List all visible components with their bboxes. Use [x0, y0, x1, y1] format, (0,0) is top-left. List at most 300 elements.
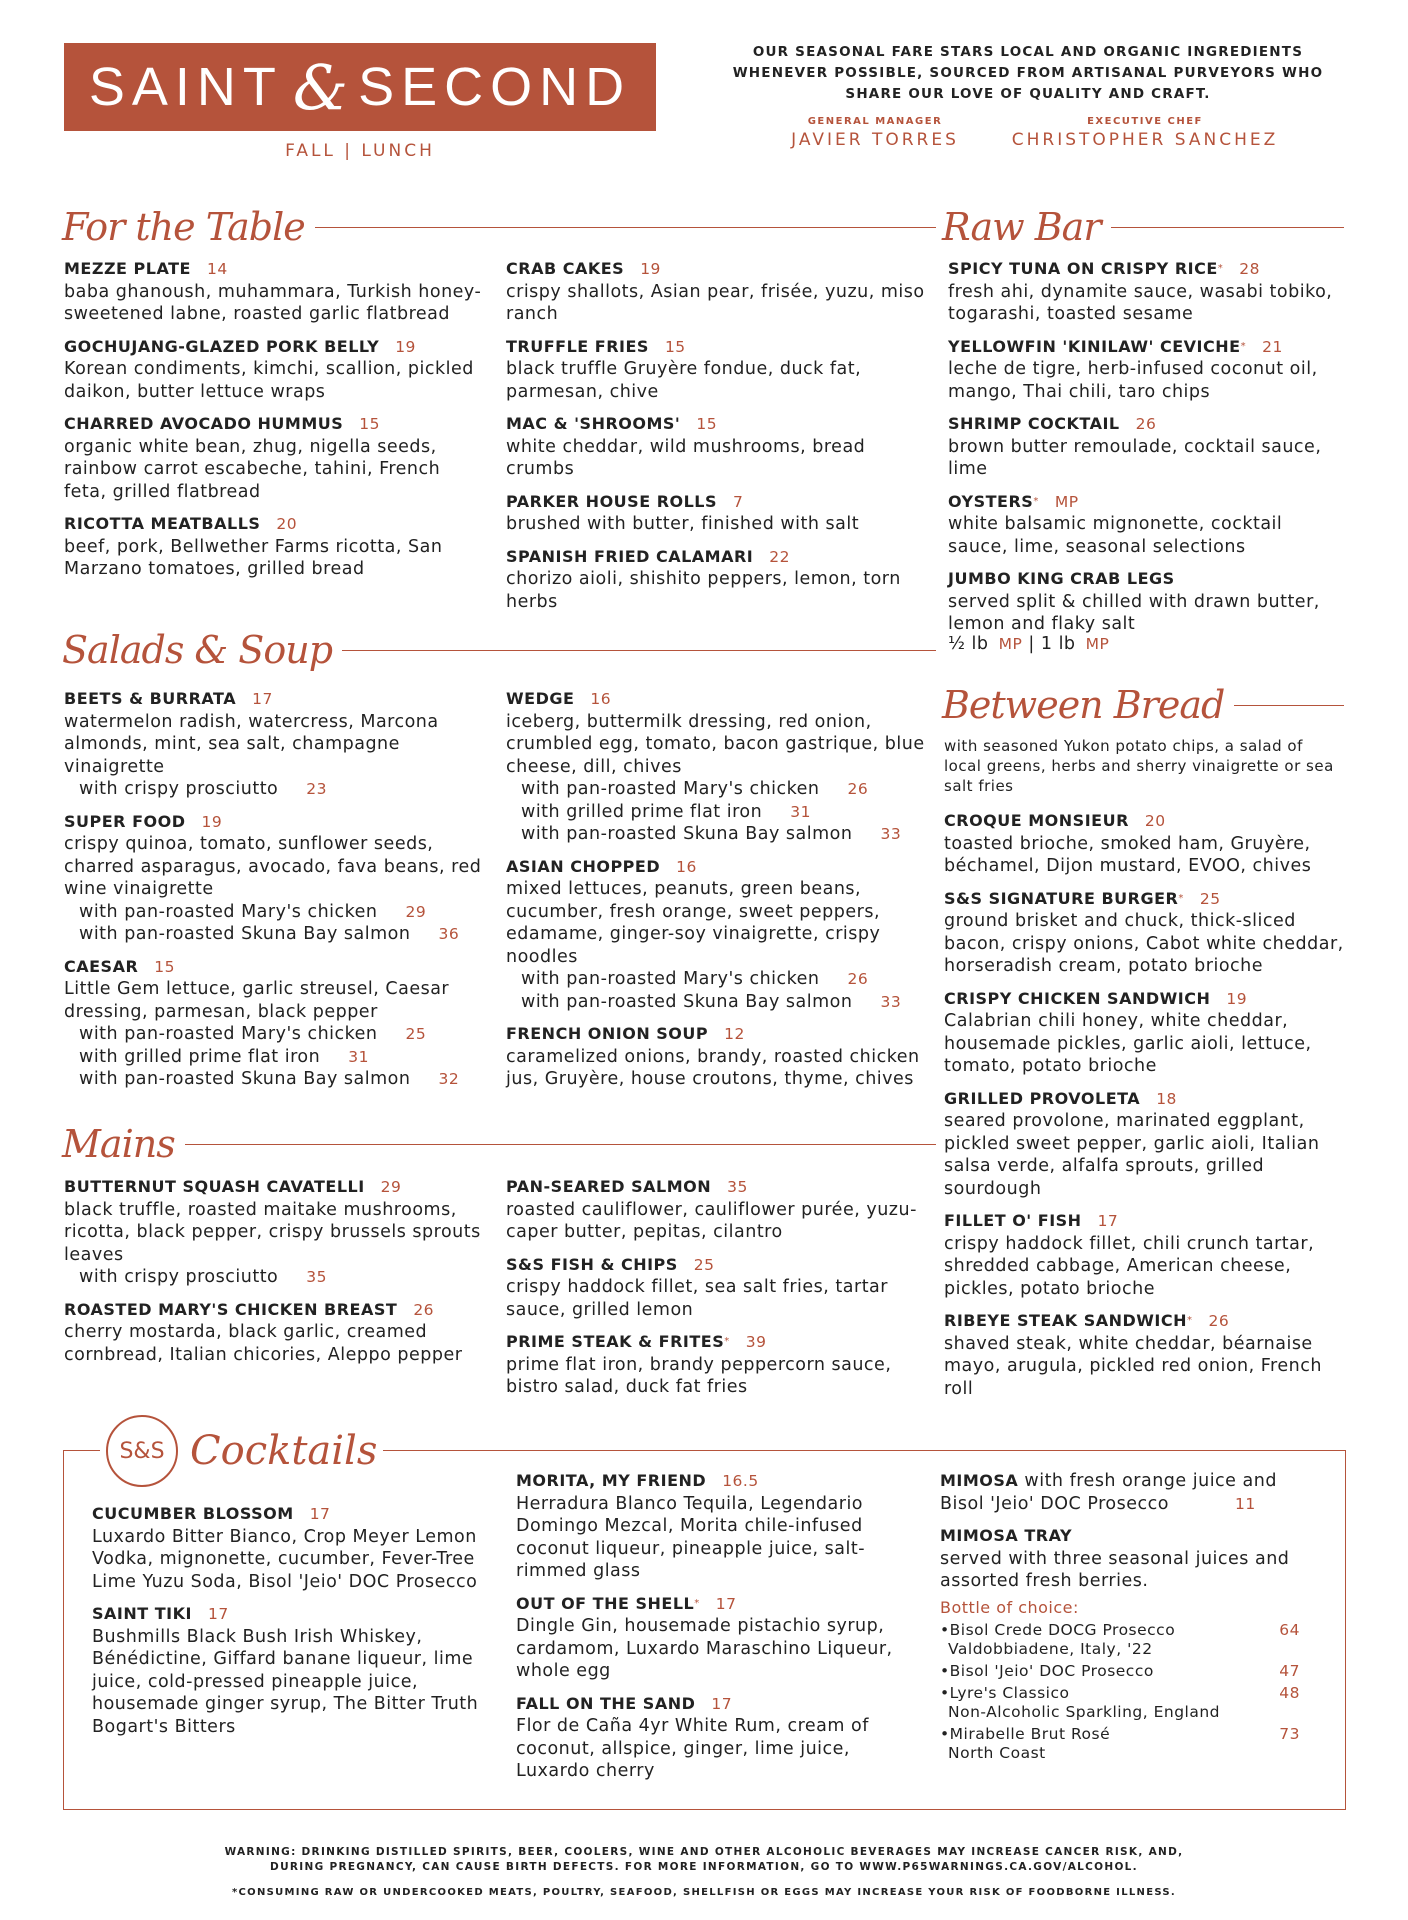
crab-one-price: MP — [1085, 635, 1110, 653]
item-description: cherry mostarda, black garlic, creamed cornbread, Italian chicories, Aleppo pepper — [64, 1322, 463, 1365]
warning-line-2: DURING PREGNANCY, CAN CAUSE BIRTH DEFECTS. FOR MORE INFORMATION, GO TO WWW.P65WARNINGS.CA.GOV/ALCOHOL. — [270, 1861, 1138, 1873]
item-price: 26 — [1208, 1312, 1230, 1330]
addon-text: with pan-roasted Skuna Bay salmon — [521, 824, 853, 844]
item-addon — [64, 1266, 484, 1289]
item-description: toasted brioche, smoked ham, Gruyère, béchamel, Dijon mustard, EVOO, chives — [944, 833, 1312, 876]
item-price: 17 — [711, 1694, 733, 1713]
item-name: GRILLED PROVOLETA — [944, 1088, 1141, 1108]
item-addon — [64, 1046, 484, 1069]
item-addon — [64, 923, 484, 946]
item-description: shaved steak, white cheddar, béarnaise mayo, arugula, pickled red onion, French roll — [944, 1333, 1322, 1399]
item-heading — [948, 413, 1348, 436]
item-description: with fresh orange juice and Bisol 'Jeio' DOC Prosecco — [940, 1471, 1277, 1514]
menu-item — [64, 258, 484, 326]
bottle-price: 48 — [1279, 1684, 1300, 1702]
item-description: Herradura Blanco Tequila, Legendario Domingo Mezcal, Morita chile-infused coconut liqueur, pineapple juice, salt-rimmed glass — [516, 1493, 866, 1581]
mains-left-column — [64, 1176, 484, 1376]
item-description: watermelon radish, watercress, Marcona almonds, mint, sea salt, champagne vinaigrette — [64, 711, 439, 777]
menu-item — [64, 811, 484, 946]
cocktails-left-column — [92, 1503, 497, 1748]
section-title: For the Table — [62, 205, 305, 249]
item-description: caramelized onions, brandy, roasted chicken jus, Gruyère, house croutons, thyme, chives — [506, 1046, 920, 1089]
item-price: 19 — [201, 812, 223, 831]
item-description: served with three seasonal juices and assorted fresh berries. — [940, 1548, 1290, 1591]
item-heading — [64, 1176, 484, 1199]
item-heading — [944, 1210, 1344, 1233]
item-description: baba ghanoush, muhammara, Turkish honey-sweetened labne, roasted garlic flatbread — [64, 281, 482, 324]
item-heading — [92, 1603, 497, 1626]
addon-price: 26 — [847, 780, 869, 798]
item-name: PAN-SEARED SALMON — [506, 1177, 712, 1196]
item-name: MIMOSA — [940, 1471, 1019, 1490]
menu-item — [516, 1593, 916, 1683]
item-name: CUCUMBER BLOSSOM — [92, 1504, 294, 1523]
item-heading — [506, 856, 926, 879]
item-name: RICOTTA MEATBALLS — [64, 514, 261, 533]
addon-text: with crispy prosciutto — [79, 1267, 279, 1287]
item-price: 28 — [1239, 260, 1261, 278]
item-heading — [64, 258, 484, 281]
crab-one-size: 1 lb — [1040, 634, 1076, 654]
menu-item — [92, 1603, 497, 1738]
raw-food-warning: *CONSUMING RAW OR UNDERCOOKED MEATS, POULTRY, SEAFOOD, SHELLFISH OR EGGS MAY INCREASE YOUR RISK OF FOODBORNE ILLNESS. — [232, 1887, 1176, 1898]
item-name: MIMOSA TRAY — [940, 1526, 1073, 1545]
item-price: 7 — [733, 492, 744, 511]
menu-item — [506, 1254, 926, 1322]
item-description: white balsamic mignonette, cocktail sauce, lime, seasonal selections — [948, 514, 1283, 557]
section-rule — [1111, 227, 1345, 228]
item-price: 15 — [154, 957, 176, 976]
menu-item — [506, 413, 926, 481]
menu-item — [948, 258, 1348, 326]
item-description: white cheddar, wild mushrooms, bread crumbs — [506, 436, 866, 479]
item-name: OUT OF THE SHELL — [516, 1593, 695, 1613]
item-description: black truffle, roasted maitake mushrooms, ricotta, black pepper, crispy brussels sprouts leaves — [64, 1199, 481, 1265]
salads-right-column — [506, 688, 926, 1101]
item-addon — [506, 991, 926, 1014]
section-rule — [342, 650, 936, 651]
item-description: crispy haddock fillet, chili crunch tartar, shredded cabbage, American cheese, pickles, potato brioche — [944, 1233, 1315, 1299]
section-between-bread — [942, 683, 1344, 727]
item-description: Luxardo Bitter Bianco, Crop Meyer Lemon Vodka, mignonette, cucumber, Fever-Tree Lime Yuzu Soda, Bisol 'Jeio' DOC Prosecco — [92, 1526, 478, 1592]
addon-price: 29 — [405, 902, 427, 921]
item-heading — [92, 1503, 497, 1526]
bottle-origin: Valdobbiadene, Italy, '22 — [948, 1640, 1153, 1658]
item-price: 25 — [693, 1255, 715, 1274]
bottle-name-block — [940, 1684, 1220, 1722]
bottle-name: •Mirabelle Brut Rosé — [940, 1725, 1111, 1743]
item-description: organic white bean, zhug, nigella seeds, rainbow carrot escabeche, tahini, French feta, grilled flatbread — [64, 436, 441, 502]
item-heading — [64, 413, 484, 436]
addon-price: 31 — [348, 1047, 369, 1066]
addon-text: with pan-roasted Skuna Bay salmon — [79, 924, 411, 944]
addon-text: with grilled prime flat iron — [79, 1046, 321, 1067]
item-name: MORITA, MY FRIEND — [516, 1471, 707, 1490]
item-price: 29 — [380, 1178, 402, 1196]
addon-price: 26 — [847, 970, 869, 988]
addon-price: 35 — [306, 1268, 327, 1286]
item-name: SPICY TUNA ON CRISPY RICE — [948, 259, 1218, 278]
item-description: iceberg, buttermilk dressing, red onion, crumbled egg, tomato, bacon gastrique, blue cheese, dill, chives — [506, 711, 925, 777]
menu-item — [64, 1176, 484, 1289]
menu-item — [948, 336, 1348, 404]
item-addon — [506, 823, 926, 846]
executive-chef — [990, 116, 1300, 150]
menu-item — [516, 1470, 916, 1583]
item-name: SHRIMP COCKTAIL — [948, 414, 1120, 433]
item-name: PARKER HOUSE ROLLS — [506, 491, 718, 511]
item-price: 16.5 — [722, 1472, 759, 1490]
menu-item — [506, 856, 926, 1014]
menu-item — [516, 1693, 916, 1783]
section-mains — [62, 1122, 936, 1166]
general-manager — [760, 116, 990, 150]
menu-item — [506, 688, 926, 846]
alcohol-warning — [0, 1845, 1408, 1875]
item-price: 15 — [696, 415, 718, 433]
item-price: 15 — [359, 415, 380, 433]
crab-sizes — [948, 633, 1348, 656]
menu-item — [506, 258, 926, 326]
item-price: 15 — [664, 337, 686, 356]
addon-text: with pan-roasted Mary's chicken — [79, 901, 378, 922]
raw-food-asterisk: * — [1240, 340, 1247, 352]
chef-name: CHRISTOPHER SANCHEZ — [1011, 130, 1279, 150]
item-addon — [506, 968, 926, 991]
item-addon — [64, 901, 484, 924]
item-name: CROQUE MONSIEUR — [944, 811, 1129, 830]
menu-item — [64, 1299, 484, 1367]
item-name: SPANISH FRIED CALAMARI — [506, 546, 754, 566]
item-heading — [948, 568, 1348, 591]
item-price: 19 — [640, 260, 661, 278]
item-addon — [64, 1023, 484, 1046]
addon-text: with pan-roasted Skuna Bay salmon — [79, 1069, 411, 1089]
item-description: leche de tigre, herb-infused coconut oil, mango, Thai chili, taro chips — [948, 359, 1318, 402]
raw-food-asterisk: * — [1033, 495, 1039, 507]
item-price: 16 — [590, 690, 612, 708]
crab-size-separator: | — [1028, 634, 1035, 654]
addon-price: 23 — [306, 780, 327, 798]
item-heading — [64, 513, 484, 536]
addon-text: with pan-roasted Mary's chicken — [521, 969, 820, 989]
raw-food-asterisk: * — [694, 1597, 700, 1609]
menu-item — [64, 413, 484, 503]
item-addon — [64, 778, 484, 801]
item-heading — [64, 811, 484, 834]
section-title: Salads & Soup — [62, 628, 333, 672]
addon-text: with pan-roasted Mary's chicken — [521, 779, 820, 799]
item-price: 16 — [676, 857, 697, 876]
item-description: Dingle Gin, housemade pistachio syrup, cardamom, Luxardo Maraschino Liqueur, whole egg — [516, 1616, 893, 1681]
item-name: RIBEYE STEAK SANDWICH — [944, 1311, 1188, 1330]
bottle-label: Bottle of choice: — [940, 1597, 1079, 1617]
addon-text: with pan-roasted Mary's chicken — [79, 1024, 378, 1044]
item-heading — [944, 1310, 1344, 1333]
menu-item — [944, 1210, 1344, 1300]
section-title: Mains — [62, 1122, 175, 1166]
item-heading — [944, 888, 1344, 911]
item-price: 22 — [769, 547, 790, 566]
menu-item — [64, 688, 484, 801]
bottle-price: 73 — [1279, 1725, 1300, 1743]
item-heading — [506, 546, 926, 569]
item-description: Flor de Caña 4yr White Rum, cream of coconut, allspice, ginger, lime juice, Luxardo cherry — [516, 1716, 869, 1781]
menu-item — [944, 888, 1344, 978]
item-price: 14 — [206, 260, 228, 278]
menu-item — [506, 546, 926, 614]
item-heading — [506, 258, 926, 281]
item-name: ASIAN CHOPPED — [506, 856, 661, 876]
item-addon — [506, 801, 926, 824]
item-name: MEZZE PLATE — [64, 259, 191, 278]
menu-item — [948, 413, 1348, 481]
menu-item — [506, 1176, 926, 1244]
section-rule — [1234, 705, 1344, 706]
addon-text: with grilled prime flat iron — [521, 801, 763, 822]
item-addon — [506, 778, 926, 801]
menu-item — [948, 568, 1348, 636]
bottle-origin: Non-Alcoholic Sparkling, England — [948, 1703, 1221, 1721]
item-heading — [516, 1470, 916, 1493]
item-description: fresh ahi, dynamite sauce, wasabi tobiko, togarashi, toasted sesame — [948, 281, 1333, 324]
item-name: GOCHUJANG-GLAZED PORK BELLY — [64, 336, 380, 356]
between-bread-column — [944, 736, 1344, 1410]
section-title: Cocktails — [190, 1428, 378, 1474]
addon-price: 36 — [438, 925, 460, 943]
addon-price: 32 — [438, 1070, 460, 1088]
item-name: CHARRED AVOCADO HUMMUS — [64, 414, 344, 433]
crab-half-size: ½ lb — [948, 634, 989, 654]
menu-item — [948, 491, 1348, 559]
section-for-the-table — [62, 205, 936, 249]
item-price: 21 — [1262, 337, 1283, 356]
item-name: ROASTED MARY'S CHICKEN BREAST — [64, 1299, 398, 1319]
addon-price: 31 — [790, 802, 811, 821]
item-heading — [506, 1331, 926, 1354]
section-rule — [315, 227, 936, 228]
item-price: 17 — [715, 1594, 737, 1613]
warning-line-1: WARNING: DRINKING DISTILLED SPIRITS, BEER, COOLERS, WINE AND OTHER ALCOHOLIC BEVERAGES MAY INCREASE CANCER RISK, AND, — [224, 1846, 1184, 1858]
item-price: 17 — [207, 1605, 229, 1623]
bottle-option — [940, 1725, 1300, 1763]
item-price: 39 — [745, 1333, 767, 1351]
addon-text: with crispy prosciutto — [79, 779, 279, 799]
section-salads-soup — [62, 628, 936, 672]
chef-role: EXECUTIVE CHEF — [1087, 116, 1203, 127]
item-price: 19 — [395, 337, 416, 356]
table-left-column — [64, 258, 484, 591]
addon-text: with pan-roasted Skuna Bay salmon — [521, 991, 853, 1012]
item-price: 11 — [1235, 1494, 1256, 1513]
item-price: 20 — [276, 515, 298, 533]
item-name: SAINT TIKI — [92, 1604, 192, 1623]
item-name: JUMBO KING CRAB LEGS — [948, 569, 1175, 588]
menu-item — [944, 1088, 1344, 1201]
bottle-name-block — [940, 1621, 1175, 1659]
item-description: ground brisket and chuck, thick-sliced bacon, crispy onions, Cabot white cheddar, horseradish cream, potato brioche — [944, 911, 1344, 976]
item-price: 17 — [1097, 1212, 1119, 1230]
item-price: 17 — [309, 1505, 331, 1523]
item-price: 35 — [727, 1178, 748, 1196]
bottle-name-block — [940, 1725, 1110, 1763]
item-description: brushed with butter, finished with salt — [506, 514, 860, 534]
menu-item — [64, 336, 484, 404]
item-price: 18 — [1156, 1089, 1177, 1108]
item-heading — [64, 1299, 484, 1322]
item-name: SUPER FOOD — [64, 811, 186, 831]
item-heading — [506, 1176, 926, 1199]
item-name: YELLOWFIN 'KINILAW' CEVICHE — [948, 336, 1241, 356]
item-description: Bushmills Black Bush Irish Whiskey, Bénédictine, Giffard banane liqueur, lime juice, cold-pressed pineapple juice, housemade ginger syrup, The Bitter Truth Bogart's Bitters — [92, 1626, 479, 1737]
raw-food-asterisk: * — [1217, 263, 1224, 274]
item-name: OYSTERS — [948, 491, 1034, 511]
bottle-name: •Lyre's Classico — [940, 1684, 1070, 1702]
bread-note: with seasoned Yukon potato chips, a salad of local greens, herbs and sherry vinaigrette or sea salt fries — [944, 737, 1334, 795]
menu-item — [944, 988, 1344, 1078]
item-price: MP — [1054, 492, 1079, 511]
item-description: Calabrian chili honey, white cheddar, housemade pickles, garlic aioli, lettuce, tomato, potato brioche — [944, 1011, 1312, 1076]
bottle-price: 64 — [1279, 1621, 1300, 1639]
item-heading — [506, 336, 926, 359]
item-heading — [506, 688, 926, 711]
salads-left-column — [64, 688, 484, 1101]
item-description: Korean condiments, kimchi, scallion, pickled daikon, butter lettuce wraps — [64, 359, 474, 402]
gm-role: GENERAL MANAGER — [807, 116, 943, 127]
menu-item — [64, 956, 484, 1091]
mimosa-tray-item — [940, 1525, 1300, 1593]
item-name: BUTTERNUT SQUASH CAVATELLI — [64, 1177, 365, 1196]
menu-item — [506, 1331, 926, 1399]
item-heading — [506, 413, 926, 436]
item-description: brown butter remoulade, cocktail sauce, lime — [948, 436, 1322, 479]
item-name: TRUFFLE FRIES — [506, 336, 649, 356]
cocktail-badge-icon: S&S — [106, 1415, 178, 1487]
item-description: crispy quinoa, tomato, sunflower seeds, charred asparagus, avocado, fava beans, red wine vinaigrette — [64, 834, 482, 899]
item-description: seared provolone, marinated eggplant, pickled sweet pepper, garlic aioli, Italian salsa verde, alfalfa sprouts, grilled sourdough — [944, 1111, 1320, 1199]
item-heading — [516, 1693, 916, 1716]
bottle-name-block — [940, 1662, 1154, 1681]
mains-right-column — [506, 1176, 926, 1409]
item-name: BEETS & BURRATA — [64, 689, 237, 708]
item-description: crispy haddock fillet, sea salt fries, tartar sauce, grilled lemon — [506, 1277, 888, 1320]
item-heading — [64, 336, 484, 359]
item-price: 26 — [413, 1300, 435, 1319]
item-description: chorizo aioli, shishito peppers, lemon, torn herbs — [506, 569, 901, 612]
raw-food-asterisk: * — [1178, 892, 1184, 904]
cocktails-middle-column — [516, 1470, 916, 1793]
item-description: black truffle Gruyère fondue, duck fat, parmesan, chive — [506, 359, 862, 402]
item-description: mixed lettuces, peanuts, green beans, cucumber, fresh orange, sweet peppers, edamame, ginger-soy vinaigrette, crispy noodles — [506, 879, 881, 967]
item-description: Little Gem lettuce, garlic streusel, Caesar dressing, parmesan, black pepper — [64, 979, 450, 1022]
table-right-column — [506, 258, 926, 623]
item-heading — [64, 956, 484, 979]
menu-item — [64, 513, 484, 581]
item-addon — [64, 1068, 484, 1091]
item-heading — [506, 1254, 926, 1277]
item-name: FRENCH ONION SOUP — [506, 1024, 709, 1043]
item-heading — [948, 258, 1348, 281]
crab-half-price: MP — [998, 635, 1023, 653]
item-description: crispy shallots, Asian pear, frisée, yuzu, miso ranch — [506, 281, 925, 324]
mimosa-item — [940, 1470, 1300, 1515]
logo-word-saint: SAINT — [88, 57, 283, 117]
item-description: served split & chilled with drawn butter, lemon and flaky salt — [948, 591, 1320, 634]
section-title: Raw Bar — [942, 205, 1101, 249]
section-rule — [185, 1144, 936, 1145]
item-price: 20 — [1144, 812, 1166, 830]
item-heading — [516, 1593, 916, 1616]
section-cocktails — [100, 1415, 383, 1487]
item-heading — [944, 810, 1344, 833]
item-heading — [948, 336, 1348, 359]
item-heading — [64, 688, 484, 711]
menu-item — [944, 810, 1344, 878]
item-heading — [948, 491, 1348, 514]
item-name: CRAB CAKES — [506, 259, 625, 278]
item-heading — [944, 1088, 1344, 1111]
item-name: MAC & 'SHROOMS' — [506, 414, 681, 433]
item-price: 26 — [1135, 415, 1157, 433]
bottle-name: •Bisol Crede DOCG Prosecco — [940, 1621, 1176, 1639]
raw-bar-column — [948, 258, 1348, 646]
item-name: FILLET O' FISH — [944, 1211, 1082, 1230]
item-price: 12 — [724, 1025, 745, 1043]
restaurant-logo — [64, 43, 656, 131]
intro-text: OUR SEASONAL FARE STARS LOCAL AND ORGANIC INGREDIENTS WHENEVER POSSIBLE, SOURCED FROM ARTISANAL PURVEYORS WHO SHARE OUR LOVE OF QUALITY AND CRAFT. — [732, 44, 1324, 102]
section-title: Between Bread — [942, 683, 1225, 727]
raw-food-asterisk: * — [1187, 1315, 1193, 1326]
addon-price: 33 — [880, 825, 902, 843]
raw-food-asterisk: * — [724, 1336, 730, 1347]
item-price: 25 — [1199, 889, 1221, 908]
mimosa-column — [940, 1470, 1300, 1766]
item-name: S&S FISH & CHIPS — [506, 1254, 678, 1274]
item-description: beef, pork, Bellwether Farms ricotta, San Marzano tomatoes, grilled bread — [64, 536, 443, 579]
logo-word-second: SECOND — [358, 57, 632, 117]
bottle-price: 47 — [1279, 1662, 1300, 1680]
item-name: CRISPY CHICKEN SANDWICH — [944, 988, 1211, 1008]
item-name: FALL ON THE SAND — [516, 1693, 696, 1713]
menu-season: FALL | LUNCH — [285, 141, 435, 161]
item-name: S&S SIGNATURE BURGER — [944, 888, 1179, 908]
item-heading — [506, 1023, 926, 1046]
bottle-option — [940, 1662, 1300, 1681]
addon-price: 25 — [405, 1025, 427, 1043]
logo-ampersand: & — [292, 50, 349, 124]
item-name: CAESAR — [64, 956, 139, 976]
bottle-name: •Bisol 'Jeio' DOC Prosecco — [940, 1662, 1154, 1680]
item-heading — [944, 988, 1344, 1011]
item-price: 19 — [1226, 989, 1248, 1008]
item-name: PRIME STEAK & FRITES — [506, 1332, 725, 1351]
menu-item — [944, 1310, 1344, 1400]
gm-name: JAVIER TORRES — [791, 130, 959, 150]
item-heading — [506, 491, 926, 514]
item-name: WEDGE — [506, 689, 575, 708]
bottle-option — [940, 1621, 1300, 1659]
item-price: 17 — [252, 690, 273, 708]
bottle-origin: North Coast — [948, 1744, 1046, 1762]
item-description: roasted cauliflower, cauliflower purée, yuzu-caper butter, pepitas, cilantro — [506, 1199, 917, 1242]
bottle-option — [940, 1684, 1300, 1722]
menu-item — [506, 491, 926, 536]
section-raw-bar — [942, 205, 1344, 249]
addon-price: 33 — [880, 992, 902, 1011]
item-description: prime flat iron, brandy peppercorn sauce, bistro salad, duck fat fries — [506, 1354, 892, 1397]
menu-item — [506, 336, 926, 404]
menu-item — [506, 1023, 926, 1091]
